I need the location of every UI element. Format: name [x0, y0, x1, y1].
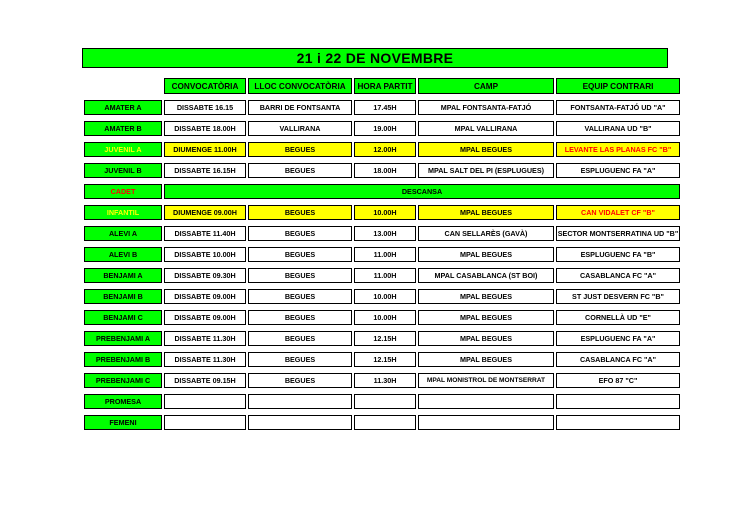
row-camp: MPAL BEGUES: [418, 142, 554, 157]
row-category: BENJAMI B: [84, 289, 162, 304]
table-row: [84, 331, 680, 346]
row-category: ALEVI B: [84, 247, 162, 262]
row-category: PREBENJAMI B: [84, 352, 162, 367]
row-hora: [354, 394, 416, 409]
row-equip: CORNELLÀ UD "E": [556, 310, 680, 325]
table-row: [84, 373, 680, 388]
row-lloc: BEGUES: [248, 310, 352, 325]
row-category: BENJAMI C: [84, 310, 162, 325]
column-header-camp: CAMP: [418, 78, 554, 94]
row-hora: 12.15H: [354, 352, 416, 367]
row-hora: 13.00H: [354, 226, 416, 241]
table-row: [84, 226, 680, 241]
row-equip: EFO 87 "C": [556, 373, 680, 388]
row-camp: [418, 394, 554, 409]
row-convocatoria: DISSABTE 11.30H: [164, 331, 246, 346]
row-lloc: BEGUES: [248, 268, 352, 283]
row-category: CADET: [84, 184, 162, 199]
row-convocatoria: DISSABTE 16.15H: [164, 163, 246, 178]
row-lloc: BARRI DE FONTSANTA: [248, 100, 352, 115]
table-row: [84, 247, 680, 262]
row-camp: MPAL BEGUES: [418, 289, 554, 304]
row-equip: CASABLANCA FC "A": [556, 268, 680, 283]
row-category: AMATER A: [84, 100, 162, 115]
row-camp: MPAL BEGUES: [418, 205, 554, 220]
row-convocatoria: DISSABTE 09.00H: [164, 289, 246, 304]
row-category: ALEVI A: [84, 226, 162, 241]
table-row: [84, 415, 680, 430]
row-camp: MPAL MONISTROL DE MONTSERRAT: [418, 373, 554, 388]
row-convocatoria: DISSABTE 09.15H: [164, 373, 246, 388]
row-convocatoria: DISSABTE 16.15: [164, 100, 246, 115]
row-convocatoria: DISSABTE 09.00H: [164, 310, 246, 325]
row-equip: FONTSANTA-FATJÓ UD "A": [556, 100, 680, 115]
page-title: 21 i 22 DE NOVEMBRE: [82, 48, 668, 68]
row-camp: [418, 415, 554, 430]
row-lloc: BEGUES: [248, 331, 352, 346]
row-hora: 10.00H: [354, 310, 416, 325]
row-equip: ESPLUGUENC FA "A": [556, 331, 680, 346]
row-category: PROMESA: [84, 394, 162, 409]
row-lloc: [248, 415, 352, 430]
row-camp: MPAL BEGUES: [418, 352, 554, 367]
row-camp: MPAL BEGUES: [418, 310, 554, 325]
header-blank-cell: [84, 78, 162, 94]
table-row: [84, 100, 680, 115]
row-hora: 10.00H: [354, 289, 416, 304]
row-equip: CASABLANCA FC "A": [556, 352, 680, 367]
table-row: [84, 163, 680, 178]
row-convocatoria: DISSABTE 11.30H: [164, 352, 246, 367]
column-header-lloc: LLOC CONVOCATÒRIA: [248, 78, 352, 94]
row-lloc: BEGUES: [248, 289, 352, 304]
row-camp: CAN SELLARÈS (GAVÀ): [418, 226, 554, 241]
row-hora: 11.00H: [354, 268, 416, 283]
row-lloc: [248, 394, 352, 409]
column-header-equip: EQUIP CONTRARI: [556, 78, 680, 94]
table-row: [84, 142, 680, 157]
row-equip: ESPLUGUENC FA "A": [556, 163, 680, 178]
row-camp: MPAL BEGUES: [418, 331, 554, 346]
row-lloc: BEGUES: [248, 352, 352, 367]
row-lloc: VALLIRANA: [248, 121, 352, 136]
column-header-convocatoria: CONVOCATÒRIA: [164, 78, 246, 94]
row-hora: 17.45H: [354, 100, 416, 115]
row-convocatoria: DISSABTE 09.30H: [164, 268, 246, 283]
row-hora: 11.00H: [354, 247, 416, 262]
row-category: INFANTIL: [84, 205, 162, 220]
row-camp: MPAL BEGUES: [418, 247, 554, 262]
row-hora: 10.00H: [354, 205, 416, 220]
column-header-hora: HORA PARTIT: [354, 78, 416, 94]
row-convocatoria: DIUMENGE 11.00H: [164, 142, 246, 157]
row-hora: [354, 415, 416, 430]
row-equip: [556, 394, 680, 409]
row-category: JUVENIL B: [84, 163, 162, 178]
row-descansa: DESCANSA: [164, 184, 680, 199]
row-lloc: BEGUES: [248, 373, 352, 388]
row-category: AMATER B: [84, 121, 162, 136]
row-equip: LEVANTE LAS PLANAS FC "B": [556, 142, 680, 157]
row-equip: [556, 415, 680, 430]
schedule-table: [82, 78, 682, 430]
table-row: [84, 268, 680, 283]
row-hora: 19.00H: [354, 121, 416, 136]
row-lloc: BEGUES: [248, 142, 352, 157]
row-lloc: BEGUES: [248, 226, 352, 241]
row-convocatoria: DISSABTE 18.00H: [164, 121, 246, 136]
row-equip: SECTOR MONTSERRATINA UD "B": [556, 226, 680, 241]
row-camp: MPAL VALLIRANA: [418, 121, 554, 136]
row-category: JUVENIL A: [84, 142, 162, 157]
row-camp: MPAL SALT DEL PI (ESPLUGUES): [418, 163, 554, 178]
table-row: [84, 394, 680, 409]
schedule-body: [84, 78, 680, 430]
row-convocatoria: DISSABTE 11.40H: [164, 226, 246, 241]
row-camp: MPAL FONTSANTA-FATJÓ: [418, 100, 554, 115]
row-hora: 12.15H: [354, 331, 416, 346]
row-convocatoria: [164, 415, 246, 430]
table-row: [84, 121, 680, 136]
row-hora: 18.00H: [354, 163, 416, 178]
table-row: [84, 289, 680, 304]
row-equip: CAN VIDALET CF "B": [556, 205, 680, 220]
table-row: [84, 310, 680, 325]
row-convocatoria: DIUMENGE 09.00H: [164, 205, 246, 220]
table-row: [84, 352, 680, 367]
row-equip: VALLIRANA UD "B": [556, 121, 680, 136]
row-convocatoria: [164, 394, 246, 409]
row-category: PREBENJAMI A: [84, 331, 162, 346]
row-equip: ST JUST DESVERN FC "B": [556, 289, 680, 304]
table-row: [84, 184, 680, 199]
row-hora: 12.00H: [354, 142, 416, 157]
row-hora: 11.30H: [354, 373, 416, 388]
table-header-row: [84, 78, 680, 94]
row-lloc: BEGUES: [248, 205, 352, 220]
table-row: [84, 205, 680, 220]
row-category: FEMENI: [84, 415, 162, 430]
row-convocatoria: DISSABTE 10.00H: [164, 247, 246, 262]
row-camp: MPAL CASABLANCA (ST BOI): [418, 268, 554, 283]
row-equip: ESPLUGUENC FA "B": [556, 247, 680, 262]
row-category: PREBENJAMI C: [84, 373, 162, 388]
row-lloc: BEGUES: [248, 247, 352, 262]
row-lloc: BEGUES: [248, 163, 352, 178]
row-category: BENJAMI A: [84, 268, 162, 283]
